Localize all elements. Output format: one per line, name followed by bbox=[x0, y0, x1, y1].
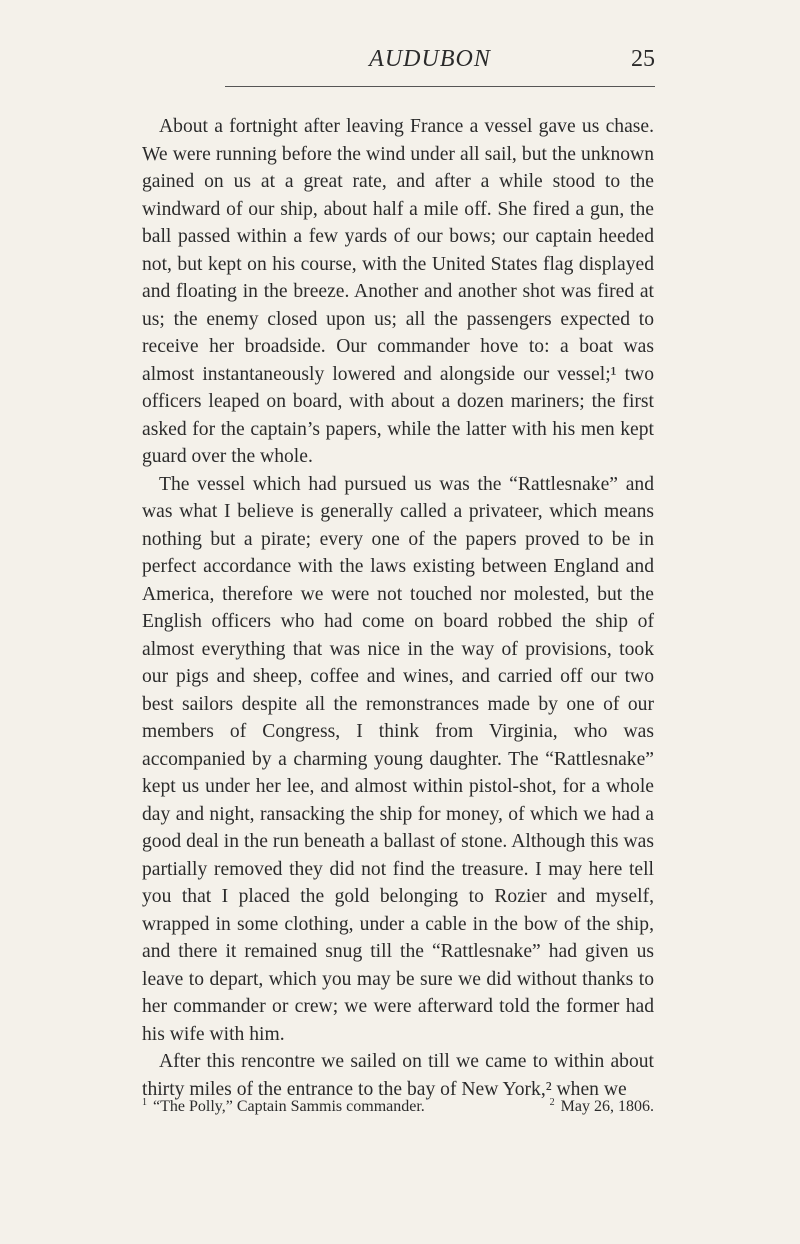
footnote-mark: 2 bbox=[549, 1096, 555, 1108]
page-header bbox=[225, 46, 655, 86]
footnote-text: May 26, 1806. bbox=[560, 1098, 654, 1115]
paragraph: About a fortnight after leaving France a vessel gave us chase. We were running before the wind under all sail, but the unknown gained on us at a great rate, and after a while stood to the windward of our ship, about half a mile off. She fired a gun, the ball passed within a few yards of our bows; our captain heeded not, but kept on his course, with the United States flag displayed and floating in the breeze. Another and another shot was fired at us; the enemy closed upon us; all the passengers expected to receive her broadside. Our commander hove to: a boat was almost instantaneously lowered and alongside our vessel;¹ two officers leaped on board, with about a dozen mariners; the first asked for the captain’s papers, while the latter with his men kept guard over the whole. bbox=[142, 116, 654, 467]
running-head: AUDUBON bbox=[369, 46, 491, 72]
paragraph: The vessel which had pursued us was the “Rattlesnake” and was what I believe is generally called a privateer, which means nothing but a pirate; every one of the papers proved to be in perfect accordance with the laws existing between England and America, therefore we were not touched nor molested, but the English officers who had come on board robbed the ship of almost everything that was nice in the way of provisions, took our pigs and sheep, coffee and wines, and carried off our two best sailors despite all the remonstrances made by one of our members of Congress, I think from Virginia, who was accompanied by a charming young daughter. The “Rattlesnake” kept us under her lee, and almost within pistol-shot, for a whole day and night, ransacking the ship for money, of which we had a good deal in the run beneath a ballast of stone. Although this was partially removed they did not find the treasure. I may here tell you that I placed the gold belonging to Rozier and myself, wrapped in some clothing, under a cable in the bow of the ship, and there it remained snug till the “Rattlesnake” had given us leave to depart, which you may be sure we did without thanks to her commander or crew; we were afterward told the former had his wife with him. bbox=[142, 473, 654, 1045]
footnote bbox=[142, 1096, 425, 1118]
body-text bbox=[142, 113, 654, 1103]
paragraph: After this rencontre we sailed on till we came to within about thirty miles of the entrance to the bay of New York,² when we bbox=[142, 1051, 654, 1100]
footnotes bbox=[142, 1096, 654, 1118]
header-rule bbox=[225, 86, 655, 87]
footnote bbox=[550, 1096, 654, 1118]
page-number: 25 bbox=[631, 46, 655, 72]
footnote-mark: 1 bbox=[142, 1096, 147, 1108]
footnote-text: “The Polly,” Captain Sammis commander. bbox=[153, 1098, 425, 1115]
